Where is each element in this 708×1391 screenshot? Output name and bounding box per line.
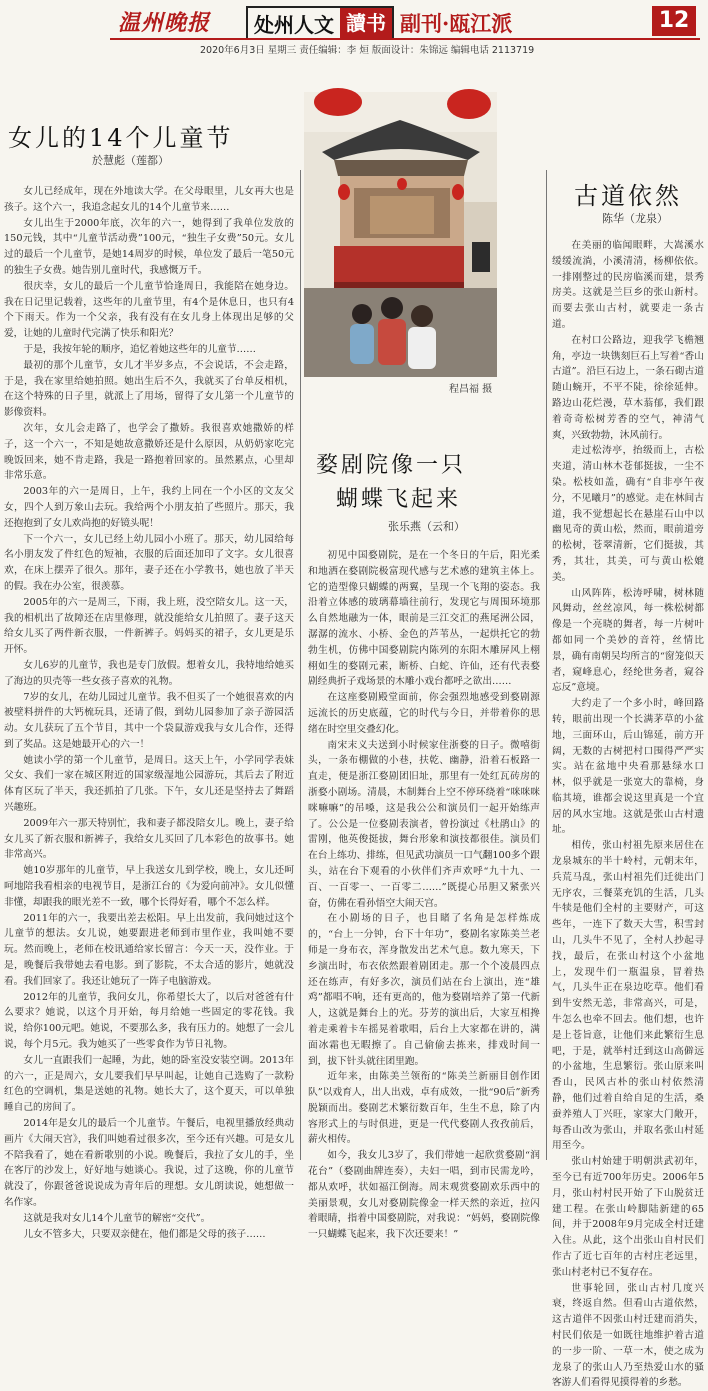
article-paragraph: 于是，我按年轮的顺序，追忆着她这些年的儿童节…… [23,343,256,355]
article-paragraph: 2011年的六一，我要出差去松阳。早上出发前，我问她过这个儿童节的想法。女儿说，她要跟进老师到市里作业，我叫她不要玩。然而晚上，老师在校讯通给家长留言：今天一天，没作业。于是，晚餐后我带她去看电影。到了影院，不太合适的影片，她就没看。我们回家了。我还让她玩了一阵子电脑游戏。 [4,912,294,987]
article-title: 古道依然 [574,182,682,210]
page-number: 12 [652,6,696,36]
article-paragraph: 走过松涛亭，抬级而上，古松夹道，清山林木苍郁挺拔，一尘不染。松枝如盖，确有“自非亭午夜分，不见曦月”的感觉。走在林间古道，我不觉想起长在悬崖石山中以幽见奇的黄山松，然而，眼前道旁的松树，苍翠清新，它们挺拔，其秀，其壮，其美，可与黄山松媲美。 [552,445,704,583]
article-paragraph: 初见中国婺剧院，是在一个冬日的午后，阳光柔和地洒在婺剧院极富现代感与艺术感的建筑主体上。它的造型像只蝴蝶的两翼，呈现一个飞翔的姿态。我沿着立体感的玻璃幕墙往前行，发现它与周围环境那么自然地融为一体，眼前是三江交汇的燕尾洲公园，潺潺的流水、小桥、金色的芦苇丛，一起烘托它的勃勃生机，仿佛中国婺剧院内陈列的东阳木雕屏风上栩栩如生的婺剧元素，断桥、白蛇、许仙，还有代表婺剧经典折子戏场景的木雕小戏台都呼之欲出…… [308,550,540,688]
article-paragraph: 南宋末义夫送到小时候家住浙婺的日子。微嘻街头，一条布棚做的小巷，扶乾、幽静，沿着石板路一直走，便是浙江婺剧团旧址，那里有一处红瓦砖房的浙婺小剧场。清晨，木制舞台上空不停环绕着“咪咪咪咪嘛嘛”的吊嗓，这是我公公和演员们一起开始练声了。公公是一位婺剧表演者，曾扮演过《杜鹃山》的雷刚，他英俊挺拔，舞台形象和演技都很佳。演员们在台上练功、排练，但见武功演员一口气翻100多个跟头，站在台下观看的小伙伴们齐声欢呼“九十九、一百、一百零一、一百零二……”既提心吊胆又紧张兴奋，仿佛在看孙悟空大闹天宫。 [308,739,540,909]
edition-info-line: 2020年6月3日 星期三 责任编辑：李 烜 版面设计：朱锦远 编辑电话 2113719 [200,45,535,56]
photo-caption: 程昌福 摄 [449,384,493,395]
photo-theatre-children [304,92,497,377]
article-paragraph: 在小剧场的日子，也目睹了名角是怎样炼成的，“台上一分钟，台下十年功”，婺剧名家陈美兰老师是一身布衣，浑身散发出艺术气息。数九寒天，下乡演出时，布衣依然跟着剧团走。那一个个凌晨四点还在练声，有好多次，演员们站在台上演出，连“雄鸡”都唱不响，还有更高的，他为婺剧培养了第一代新人，这就是舞台上的光。芬芳的演出后，大家互相搀着走乘着卡车摇晃着歌唱，后台上大家都在讲的，满面冰霜也无暇擦了。自己偷偷去拣来，排戏时间一到，拔下针头就往团里跑。 [308,913,540,1067]
article-body-right [552,238,704,1389]
article-paragraph: 2003年的六一是周日，上午，我约上同在一个小区的文友父女，四个人到万象山去玩。我给两个小朋友拍了些照片。那天，我还抱抱到了女儿欢尚抱的好镜头呢！ [4,486,294,529]
article-paragraph: 女儿出生于2000年底，次年的六一，她得到了我单位发放的150元钱，其中“儿童节活动费”100元，“独生子女费”50元。女儿过的最后一个儿童节，是她14周岁的时候，单位发了最后一笔50元的独生子女费。她告别儿童时代，我感慨万千。 [4,217,294,276]
article-author: 张乐燕（云和） [388,520,465,533]
article-title-line-1: 婺剧院像一只 [316,453,467,478]
article-paragraph: 在这座婺剧殿堂面前，你会强烈地感受到婺剧源远流长的历史底蕴，它的时代与今日，并带着你的思绪在时空里交叠幻化。 [308,692,540,735]
article-author: 於慧彪（莲都） [92,154,169,167]
article-paragraph: 张山村始建于明朝洪武初年，至今已有近700年历史。2006年5月，张山村村民开始了下山脱贫迁建工程。在张山岭脚陆新建的65间，并于2008年9月完成全村迁建入住。从此，这个出张山自村民们作古了近七百年的古村庄老远里，张山村老村已不复存在。 [552,1156,704,1278]
article-body-left [4,184,294,1240]
article-author: 陈华（龙泉） [602,212,668,225]
column-divider-left [300,170,301,1160]
article-paragraph: 7岁的女儿，在幼儿园过儿童节。我不但买了一个她很喜欢的内被壁料拼件的大钙梳玩具，还请了假，到幼儿园参加了亲子游园活动。女儿获玩了五个节目，其中一个袋鼠游戏我与女儿合作，还得到了奖品。这是她最开心的六一！ [4,691,294,750]
supplement-name: 副刊·瓯江派 [400,11,513,36]
article-paragraph: 世事轮回，张山古村几度兴衰，终返自然。但看山古道依然，这古道伴不因张山村迁建而消失，村民们依是一如既往地维护着古道的一步一阶、一草一木，使之成为龙泉了的张山人乃至热爱山水的骚客游人们看得见摸得着的乡愁。 [552,1282,704,1389]
article-paragraph: 2014年是女儿的最后一个儿童节。午餐后，电视里播放经典动画片《大闹天宫》，我们叫她看过很多次，至今还有兴趣。可是女儿不陪我看了，她在看新歌别的小说。晚餐后，我拉了女儿的手，坐在客厅的沙发上，好好地与她谈心。我说，过了这晚，你的儿童节就没了，你跟爸爸说说成为青年后的理想。女儿朗读说，她想做一名作家。 [4,1118,294,1208]
section-badge: 讀书 [340,8,392,38]
article-paragraph: 在村口公路边，迎我学飞檐翘角，亭边一块镌刻巨石上写着“香山古道”。沿巨石边上，一条石砌古道随山蜿开，不平不陡，徐徐延伸。路边山花烂漫，草木蓊郁，我们跟着奇奇松树芳香的空气，神清气爽，兴致勃勃，沐风前行。 [552,334,704,441]
article-body-middle [308,548,540,1241]
article-paragraph: 儿女不管多大，只要双亲健在，他们都是父母的孩子…… [23,1228,266,1240]
masthead [0,0,708,56]
article-title-line-2: 蝴蝶飞起来 [336,487,462,512]
article-paragraph: 相传，张山村祖先原来居住在龙泉城东的半十岭村，元朝末年，兵荒马乱，张山村祖先们迁徙出门无序农，三餐菜充饥的生活，几头牛犊是他们全村的主要财产，可这些年，一连下了数天大雪，积雪封山，几头牛不见了，全村人抄起寻找，最后，在张山村这个小盆地上，发现牛们一瓶温泉，冒着热气，几头牛正在泉边吃草。他们看到牛安然无恙，非常高兴，可是，牛怎么也牵不回去。他们想，也许是上苍旨意，让他们来此繁衍生息吧，于是，就举村迁到这山高僻远的小盆地，生息繁衍。张山原来叫香山，民风古朴的张山村依然清静，他们过着自给自足的生活，桑蚕养殖人丁兴旺，家家大门敞开，每香山改为张山，并取名张山村延用至今。 [552,840,704,1152]
article-paragraph: 下一个六一，女儿已经上幼儿园小小班了。那天，幼儿园给每名小朋友发了件红色的短袖，衣服的后面还加印了文字。女儿很喜欢，在床上摆弄了很久。那年，妻子还在小学教书，她也放了半天的假。我在办公室，很羡慕。 [4,533,294,592]
article-paragraph: 大约走了一个多小时，峰回路转，眼前出现一个长满茅草的小盆地，三面环山，后山锦延，前方开阔，无数的古树把村口围得严严实实。站在盆地中央看那悬绿水口林，似乎就是一张宽大的靠椅，身临其境，谁都会说这里真是一个宜居的风水宝地。这就是张山古村遗址。 [552,698,704,836]
section-name-box [246,6,394,40]
article-paragraph: 次年，女儿会走路了，也学会了撒娇。我很喜欢她撒娇的样子，这一个六一，不知是她故意撒娇还是什么原因，从奶奶家吃完晚饭回来，她不肯走路，我是一路抱着回家的。虽然累点，心里却非常乐意。 [4,422,294,482]
article-paragraph: 女儿已经成年，现在外地读大学。在父母眼里，儿女再大也是孩子。这个六一，我追念起女儿的14个儿童节来…… [4,186,294,213]
article-paragraph: 2005年的六一是周三，下雨，我上班，没空陪女儿。这一天，我的相机出了故障还在店里修理，就没能给女儿拍照了。妻子这天给女儿买了两件新衣服，一件新裤子。妈妈买的裙子，女儿更是乐开怀。 [4,596,294,656]
section-name: 处州人文 [254,12,334,37]
article-paragraph: 2009年六一那天特别忙，我和妻子都没陪女儿。晚上，妻子给女儿买了新衣服和新裤子，我给女儿买回了几本彩色的故事书。她非常高兴。 [4,817,294,861]
masthead-rule [110,38,700,40]
article-paragraph: 很庆幸，女儿的最后一个儿童节恰逢周日，我能陪在她身边。我在日记里记载着，这些年的儿童节里，有4个是休息日，也只有4个下雨天。作为一个父亲，我有没有在女儿身上体现出足够的父爱，让她的儿童时代完满了快乐和阳光？ [4,280,294,340]
article-paragraph: 最初的那个儿童节，女儿才半岁多点，不会说话，不会走路，于是，我在家里给她拍照。她出生后不久，我就买了台单反相机，在这个特殊的日子里，就派上了用场，留得了女儿第一个儿童节的影像资料。 [4,359,294,419]
article-paragraph: 女儿6岁的儿童节，我也是专门放假。想着女儿，我特地给她买了海边的贝壳等一些女孩子喜欢的礼物。 [4,659,294,687]
article-paragraph: 2012年的儿童节，我问女儿，你希望长大了，以后对爸爸有什么要求？她说，以这个月开始，每月给她一些固定的零花钱。我说，给你100元吧。她说，不要那么多，我有压力的。她想了一会儿说，每个月5元。我为她买了一些零食作为节日礼物。 [4,991,294,1051]
newspaper-name: 温州晚报 [118,10,211,36]
article-paragraph: 这就是我对女儿14个儿童节的解密“交代”。 [23,1212,211,1224]
article-paragraph: 她10岁那年的儿童节，早上我送女儿到学校，晚上，女儿还呵呵地陪我看相亲的电视节目，是浙江台的《为爱向前冲》。女儿似懂非懂，却跟我的眼光差不一致，哪个长得好看，哪个不怎么样。 [4,865,294,908]
article-paragraph: 在美丽的临闻眼畔，大嵩溪水缓缓流淌，小溪清清，杨柳依依。一排刚整过的民房临溪而建，景秀房美。这就是兰巨乡的张山新村。而要去张山古村，就要走一条古道。 [552,240,704,330]
article-paragraph: 她读小学的第一个儿童节，是周日。这天上午，小学同学表妹父女、我们一家在城区附近的国家级湿地公园游玩，其后去了附近体育区玩了半天，我还抓拍了几张。下午，女儿还是坚持去了舞蹈兴趣班。 [4,754,294,814]
article-paragraph: 山风阵阵，松涛呼啸，树林随风舞动，丝丝凉风，每一株松树都像是一个亮晓的舞者，每一片树叶都如同一个美妙的音符，丝情比景，确有南朝吴均所言的“窗笼似天者，窥峰息心，经纶世务者，窥谷忘反”意境。 [552,587,704,694]
theatre-photo-illustration [304,92,497,377]
article-title: 女儿的14个儿童节 [8,124,234,152]
article-paragraph: 近年来，由陈美兰领衔的“陈美兰新丽目创作团队”以戏育人，出人出戏，卓有成效，一批“90后”新秀脱颖而出。婺剧艺术繁衍数百年，生生不息，除了内容形式上的与时俱进，更是一代代婺剧人孜孜前后，薪火相传。 [308,1071,540,1146]
article-paragraph: 如今，我女儿3岁了，我们带她一起欣赏婺剧“润花台”（婺剧曲牌连奏），夫妇一唱，到市民需龙吟，都从欢呼，状如福江倒海。周末观赏婺剧欢乐西中的美丽景观，女儿对婺剧院像金一样天然的亲近，拉闪着眼睛，指着中国婺剧院，对我说：“妈妈，婺剧院像一只蝴蝶飞起来，我下次还要来！” [308,1150,540,1241]
column-divider-right [546,170,547,1160]
article-paragraph: 女儿一直跟我们一起睡，为此，她的卧室没安装空调。2013年的六一，正是周六，女儿要我们早早叫起，让她自己选购了一款粉红色的空调机，集是送她的礼物。她长大了，这个夏天，可以单独睡自己的房间了。 [4,1054,294,1114]
